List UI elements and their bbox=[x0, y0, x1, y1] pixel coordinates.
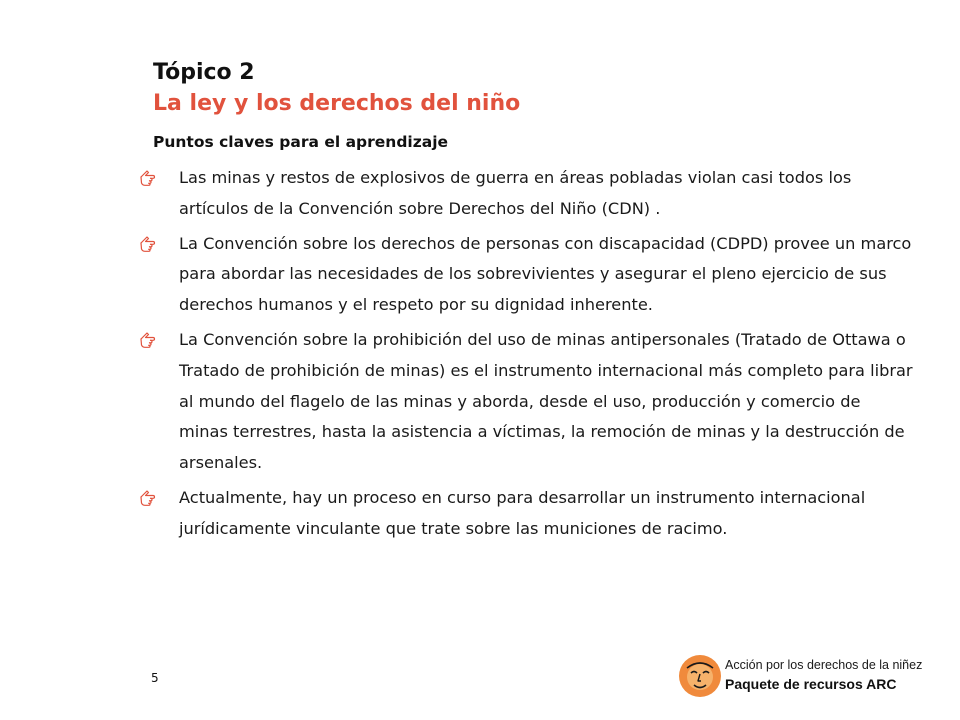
pointing-hand-icon bbox=[139, 331, 157, 349]
key-points-list bbox=[153, 163, 913, 549]
bullet-text: La Convención sobre la prohibición del uso de minas antipersonales (Tratado de Ottawa o Tratado de prohibición de minas) es el instrumento internacional más completo para librar al mundo del flagelo de las minas y aborda, desde el uso, producción y comercio de minas terrestres, hasta la asistencia a víctimas, la remoción de minas y la destrucción de arsenales. bbox=[179, 329, 913, 473]
brand-name: Paquete de recursos ARC bbox=[725, 676, 897, 692]
footer-brand bbox=[725, 657, 922, 694]
subheading: Puntos claves para el aprendizaje bbox=[153, 133, 449, 151]
pointing-hand-icon bbox=[139, 235, 157, 253]
pointing-hand-icon bbox=[139, 169, 157, 187]
list-item bbox=[153, 483, 913, 545]
bullet-text: Las minas y restos de explosivos de guerra en áreas pobladas violan casi todos los artículos de la Convención sobre Derechos del Niño (CDN) . bbox=[179, 168, 852, 218]
brand-tagline: Acción por los derechos de la niñez bbox=[725, 658, 923, 672]
list-item bbox=[153, 229, 913, 321]
arc-logo-icon bbox=[678, 654, 722, 698]
list-item bbox=[153, 163, 913, 225]
bullet-text: La Convención sobre los derechos de personas con discapacidad (CDPD) provee un marco para abordar las necesidades de los sobrevivientes y asegurar el pleno ejercicio de sus derechos humanos y el respeto por su dignidad inherente. bbox=[179, 233, 912, 315]
list-item bbox=[153, 325, 913, 479]
pointing-hand-icon bbox=[139, 489, 157, 507]
bullet-text: Actualmente, hay un proceso en curso para desarrollar un instrumento internacional jurídicamente vinculante que trate sobre las municiones de racimo. bbox=[179, 487, 866, 538]
page-title: La ley y los derechos del niño bbox=[153, 91, 521, 116]
page-number: 5 bbox=[151, 671, 159, 685]
topic-label: Tópico 2 bbox=[153, 60, 255, 85]
